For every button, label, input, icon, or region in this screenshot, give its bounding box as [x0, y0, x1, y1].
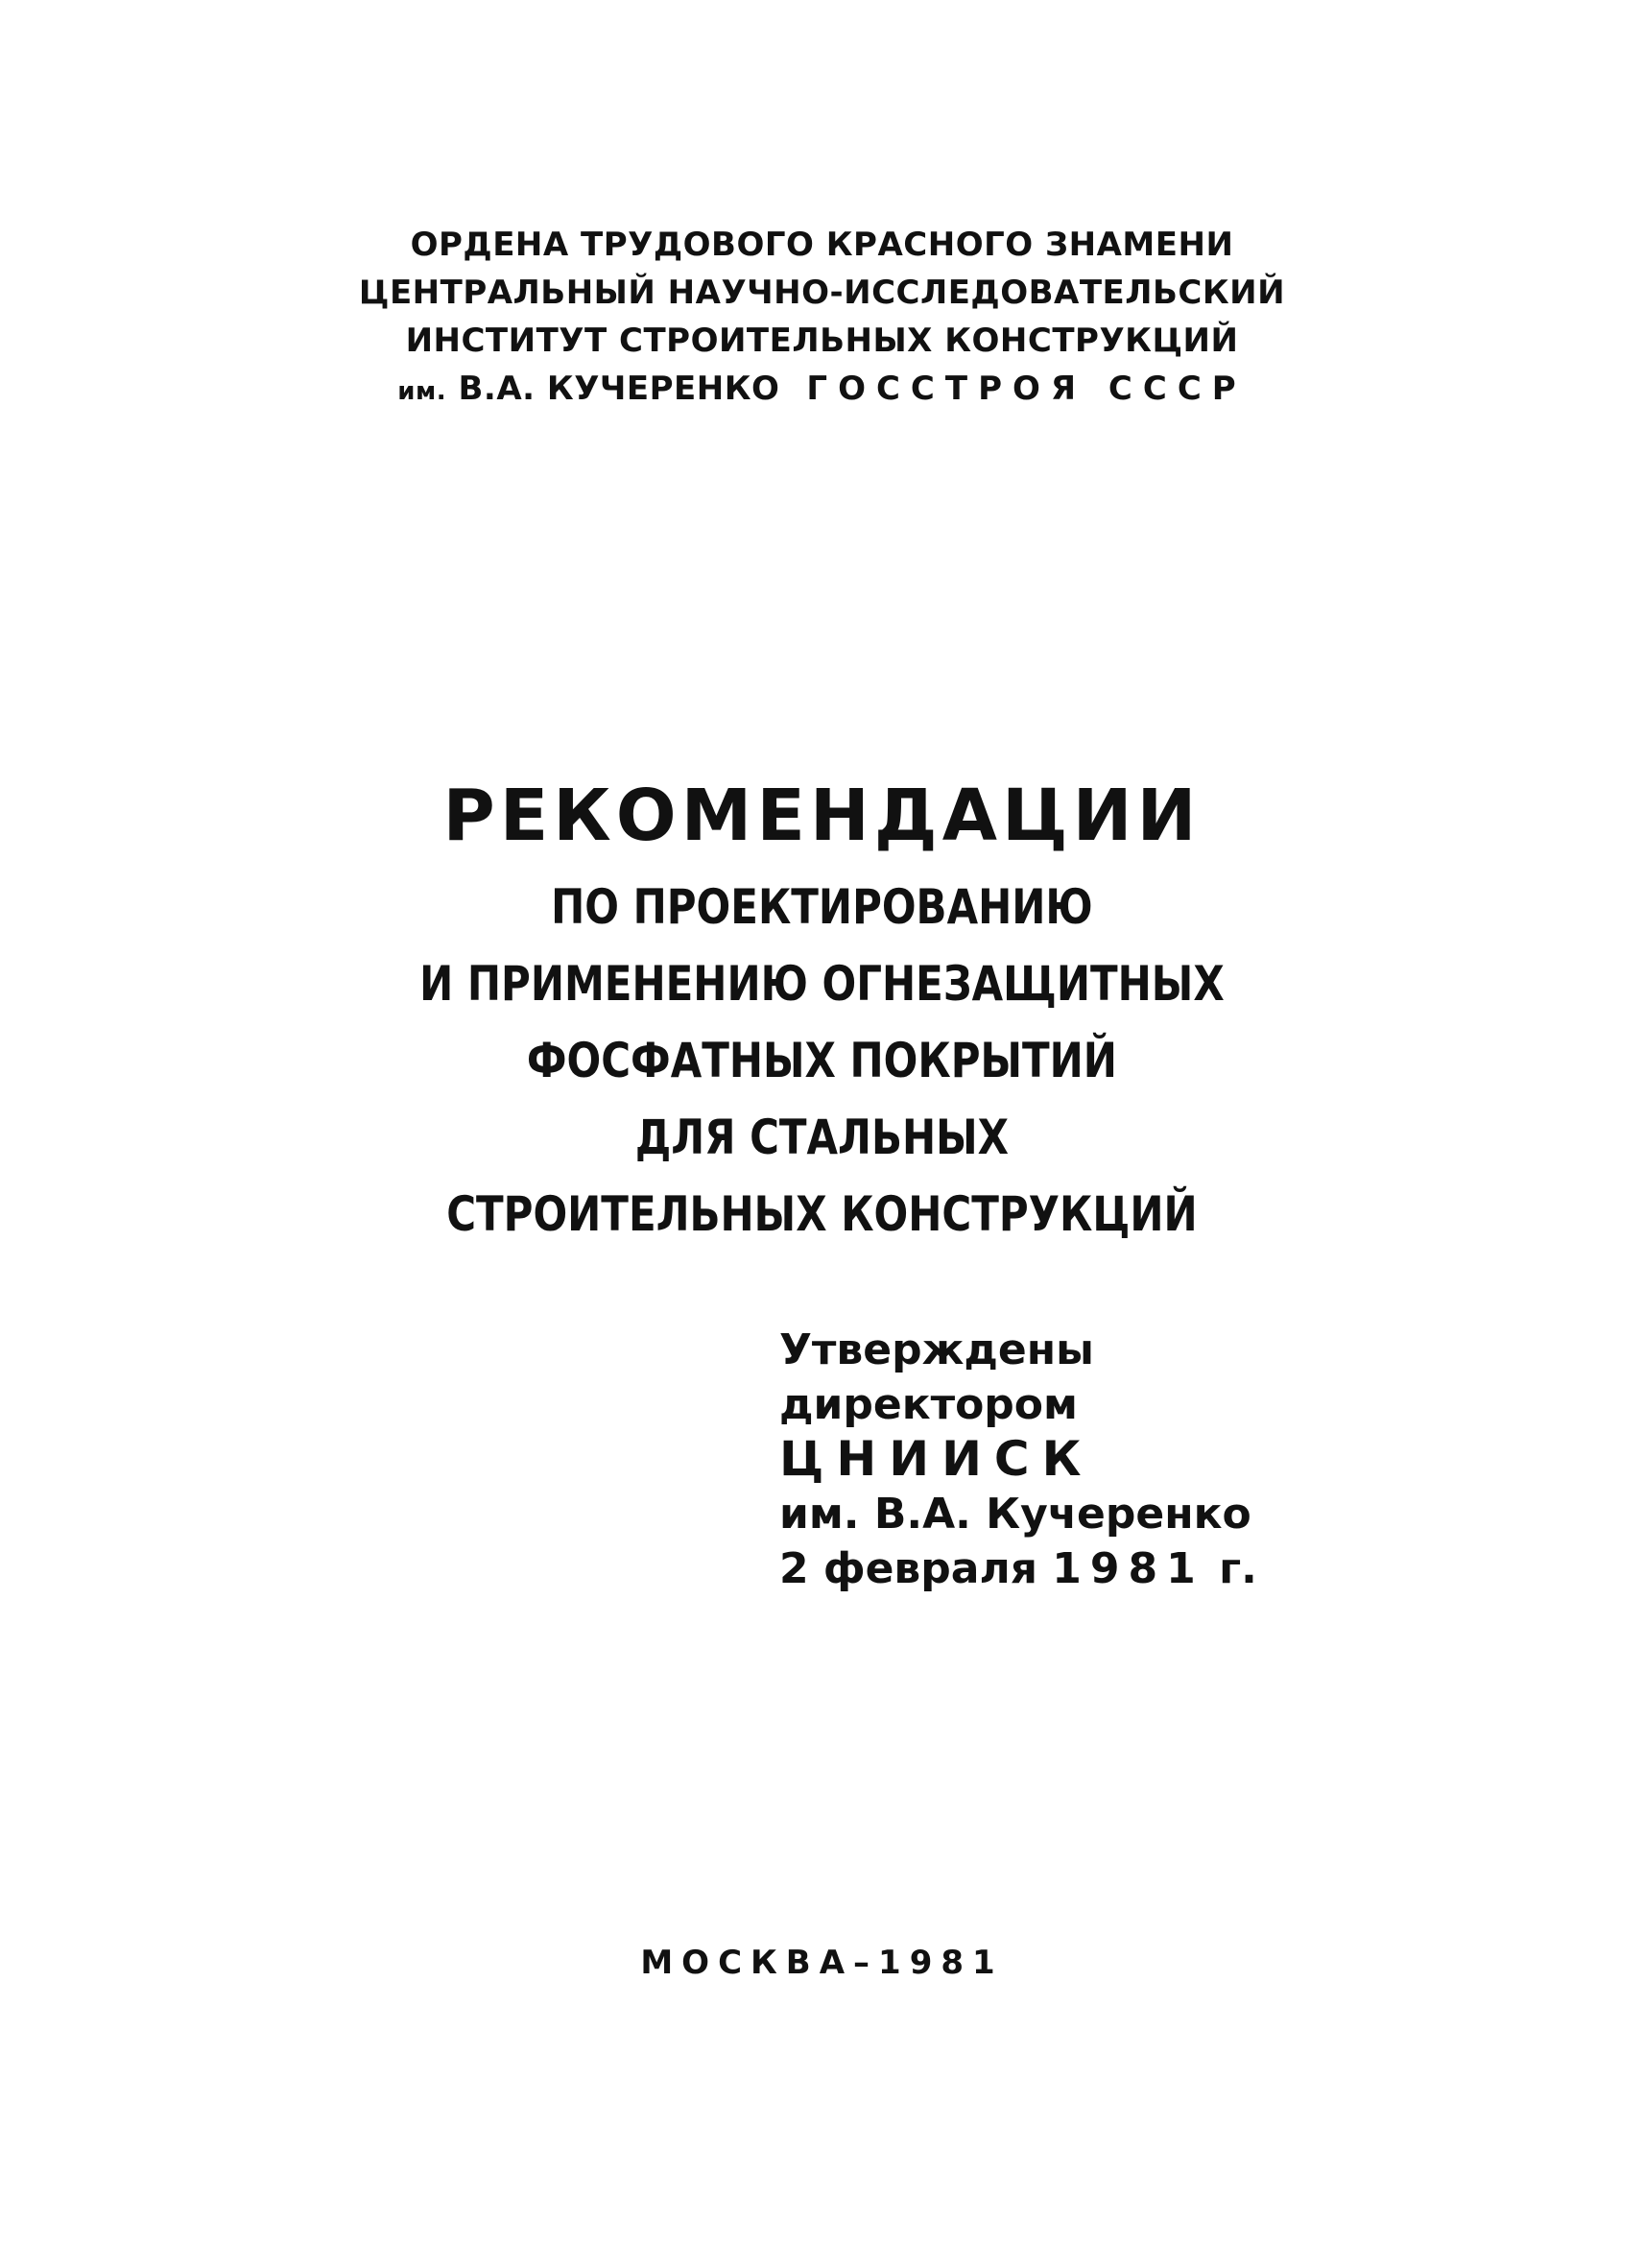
- approval-block: [779, 1323, 1257, 1596]
- institution-line-4: [0, 365, 1644, 416]
- approval-date: [779, 1541, 1257, 1596]
- approval-line-4: им. В.А. Кучеренко: [779, 1490, 1251, 1539]
- institution-header: [0, 221, 1644, 416]
- institution-line-2: ЦЕНТРАЛЬНЫЙ НАУЧНО-ИССЛЕДОВАТЕЛЬСКИЙ: [358, 274, 1286, 312]
- subtitle-line-4: ДЛЯ СТАЛЬНЫХ: [634, 1110, 1010, 1165]
- approval-line-2: директором: [779, 1380, 1078, 1429]
- approval-line-1: Утверждены: [779, 1325, 1094, 1374]
- approval-date-suffix: г.: [1219, 1544, 1257, 1593]
- subtitle-line-3: ФОСФАТНЫХ ПОКРЫТИЙ: [526, 1033, 1117, 1088]
- subtitle-line-5: СТРОИТЕЛЬНЫХ КОНСТРУКЦИЙ: [446, 1186, 1198, 1242]
- subtitle-line-2: И ПРИМЕНЕНИЮ ОГНЕЗАЩИТНЫХ: [419, 956, 1225, 1012]
- institution-line-1: ОРДЕНА ТРУДОВОГО КРАСНОГО ЗНАМЕНИ: [410, 226, 1234, 264]
- subtitle-line-1: ПО ПРОЕКТИРОВАНИЮ: [551, 879, 1093, 935]
- imprint-footer: МОСКВА–1981: [640, 1944, 1004, 1982]
- institution-parent-org: ГОССТРОЯ СССР: [806, 370, 1247, 408]
- approval-org: ЦНИИСК: [779, 1431, 1094, 1487]
- institution-name-prefix: им.: [397, 377, 447, 406]
- document-title: РЕКОМЕНДАЦИИ: [442, 775, 1202, 857]
- document-subtitle: [131, 869, 1513, 1253]
- approval-date-day-month: 2 февраля: [779, 1544, 1037, 1593]
- approval-date-year: 1981: [1052, 1544, 1204, 1593]
- institution-namesake: В.А. КУЧЕРЕНКО: [458, 370, 780, 408]
- institution-line-3: ИНСТИТУТ СТРОИТЕЛЬНЫХ КОНСТРУКЦИЙ: [405, 322, 1239, 360]
